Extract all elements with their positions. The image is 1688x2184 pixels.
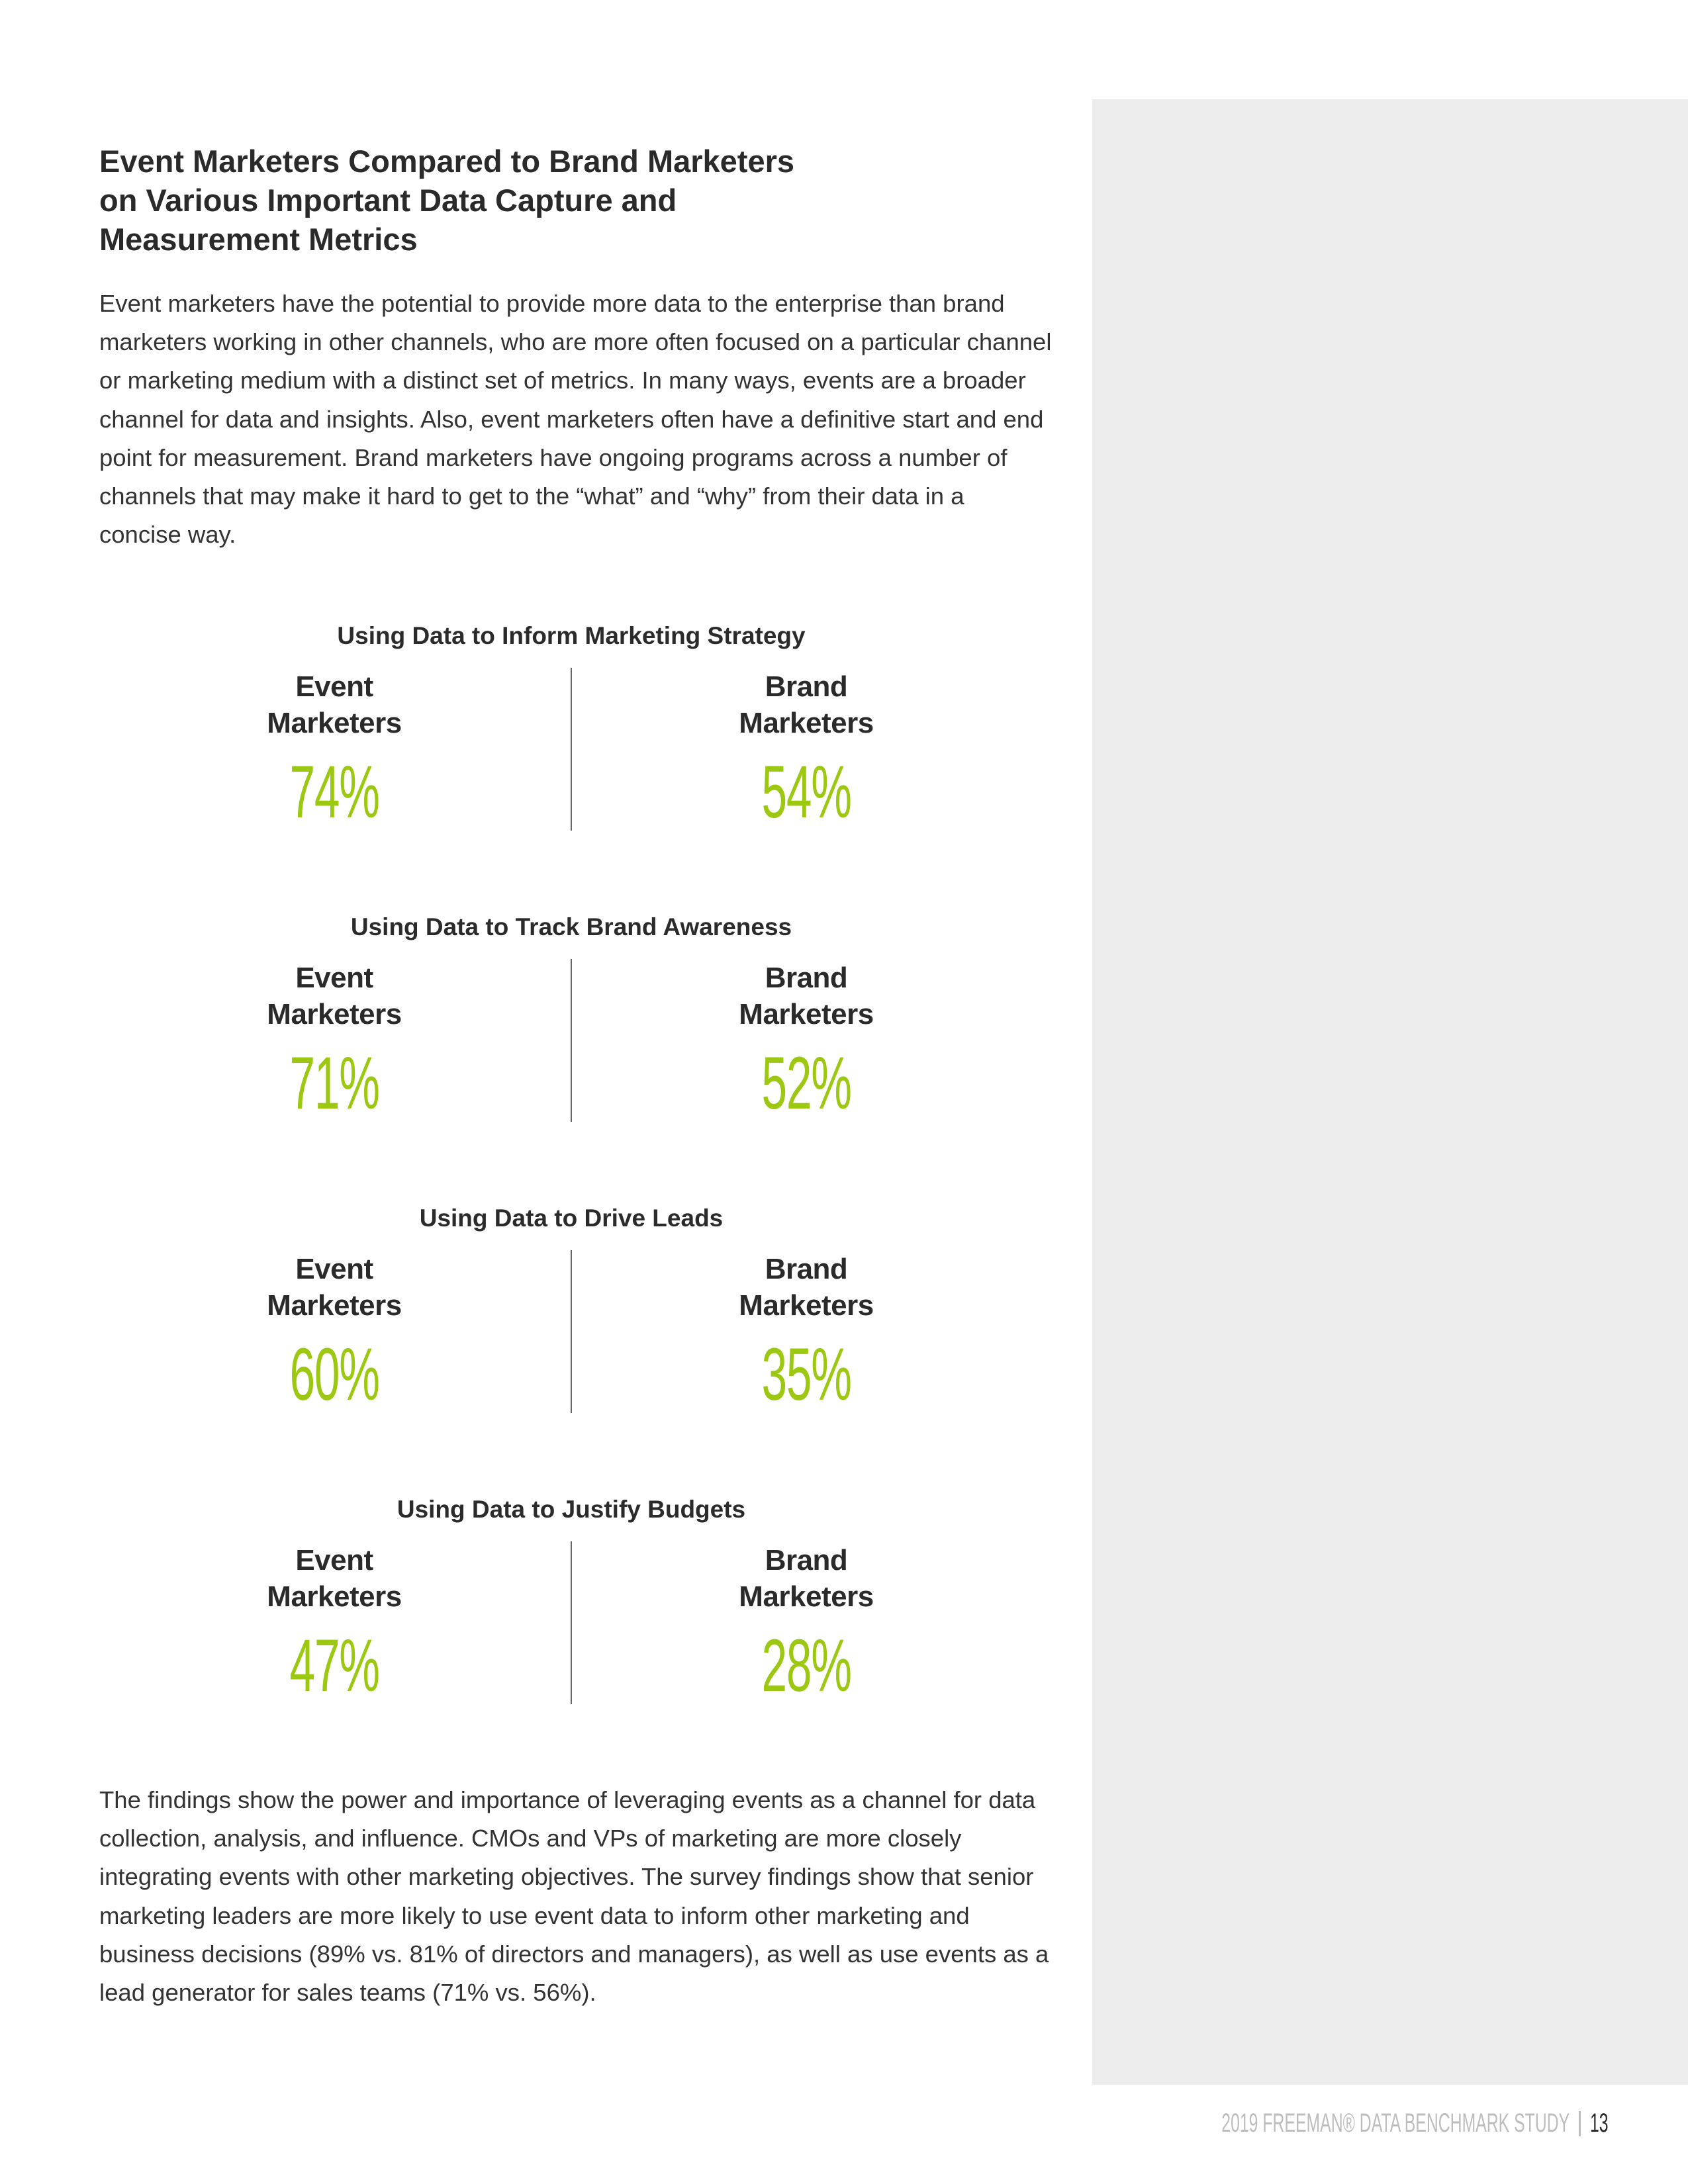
event-percentage: 71% <box>289 1042 379 1124</box>
brand-label: Brand <box>765 670 848 703</box>
column-divider <box>571 1541 572 1704</box>
brand-percentage: 28% <box>761 1624 851 1707</box>
page-number: 13 <box>1590 2109 1609 2138</box>
side-panel <box>1092 99 1688 2085</box>
brand-marketers-stat <box>641 960 972 1124</box>
column-divider <box>571 959 572 1122</box>
brand-percentage: 35% <box>761 1333 851 1416</box>
brand-marketers-stat <box>641 1251 972 1416</box>
section-heading: Using Data to Drive Leads <box>419 1205 724 1232</box>
event-marketers-stat <box>169 1542 500 1707</box>
comparison-section <box>199 1205 944 1469</box>
event-marketers-stat <box>169 668 500 833</box>
comparison-section <box>199 1496 944 1760</box>
brand-label: Brand <box>765 1253 848 1285</box>
brand-label: Marketers <box>739 998 874 1030</box>
brand-label: Marketers <box>739 707 874 739</box>
conclusion-paragraph: The findings show the power and importance of leveraging events as a channel for data collection, analysis, and influence. CMOs and VPs of marketing are more closely integrating events with other marketing objectives. The survey findings show that senior marketing leaders are more likely to use event data to inform other marketing and business decisions (89% vs. 81% of directors and managers), as well as use events as a lead generator for sales teams (71% vs. 56%). <box>99 1786 1049 2007</box>
event-label: Marketers <box>267 707 402 739</box>
event-marketers-stat <box>169 1251 500 1416</box>
footer <box>1008 2109 1617 2138</box>
section-heading: Using Data to Justify Budgets <box>397 1496 746 1523</box>
event-percentage: 60% <box>289 1333 379 1416</box>
brand-marketers-stat <box>641 1542 972 1707</box>
footer-divider <box>1579 2111 1581 2136</box>
event-label: Marketers <box>267 998 402 1030</box>
event-label: Event <box>295 670 373 703</box>
event-label: Event <box>295 1253 373 1285</box>
brand-label: Marketers <box>739 1580 874 1613</box>
event-label: Marketers <box>267 1289 402 1322</box>
brand-label: Marketers <box>739 1289 874 1322</box>
column-divider <box>571 668 572 831</box>
comparison-section <box>199 622 944 887</box>
event-percentage: 47% <box>289 1624 379 1707</box>
page-title <box>99 142 960 259</box>
intro-paragraph: Event marketers have the potential to provide more data to the enterprise than brand marketers working in other channels, who are more often focused on a particular channel or marketing medium with a distinct set of metrics. In many ways, events are a broader channel for data and insights. Also, event marketers often have a definitive start and end point for measurement. Brand marketers have ongoing programs across a number of channels that may make it hard to get to the “what” and “why” from their data in a concise way. <box>99 290 1052 549</box>
brand-percentage: 52% <box>761 1042 851 1124</box>
comparison-section <box>199 913 944 1178</box>
section-heading: Using Data to Inform Marketing Strategy <box>337 622 806 649</box>
footer-text: 2019 FREEMAN® DATA BENCHMARK STUDY <box>1221 2109 1570 2138</box>
brand-label: Brand <box>765 962 848 994</box>
title-line: Event Marketers Compared to Brand Marketers <box>99 144 795 179</box>
event-percentage: 74% <box>289 751 379 833</box>
title-line: on Various Important Data Capture and <box>99 183 677 218</box>
brand-percentage: 54% <box>761 751 851 833</box>
event-label: Event <box>295 1544 373 1576</box>
brand-marketers-stat <box>641 668 972 833</box>
column-divider <box>571 1250 572 1413</box>
section-heading: Using Data to Track Brand Awareness <box>350 913 792 940</box>
event-label: Event <box>295 962 373 994</box>
title-line: Measurement Metrics <box>99 222 418 257</box>
event-marketers-stat <box>169 960 500 1124</box>
event-label: Marketers <box>267 1580 402 1613</box>
brand-label: Brand <box>765 1544 848 1576</box>
